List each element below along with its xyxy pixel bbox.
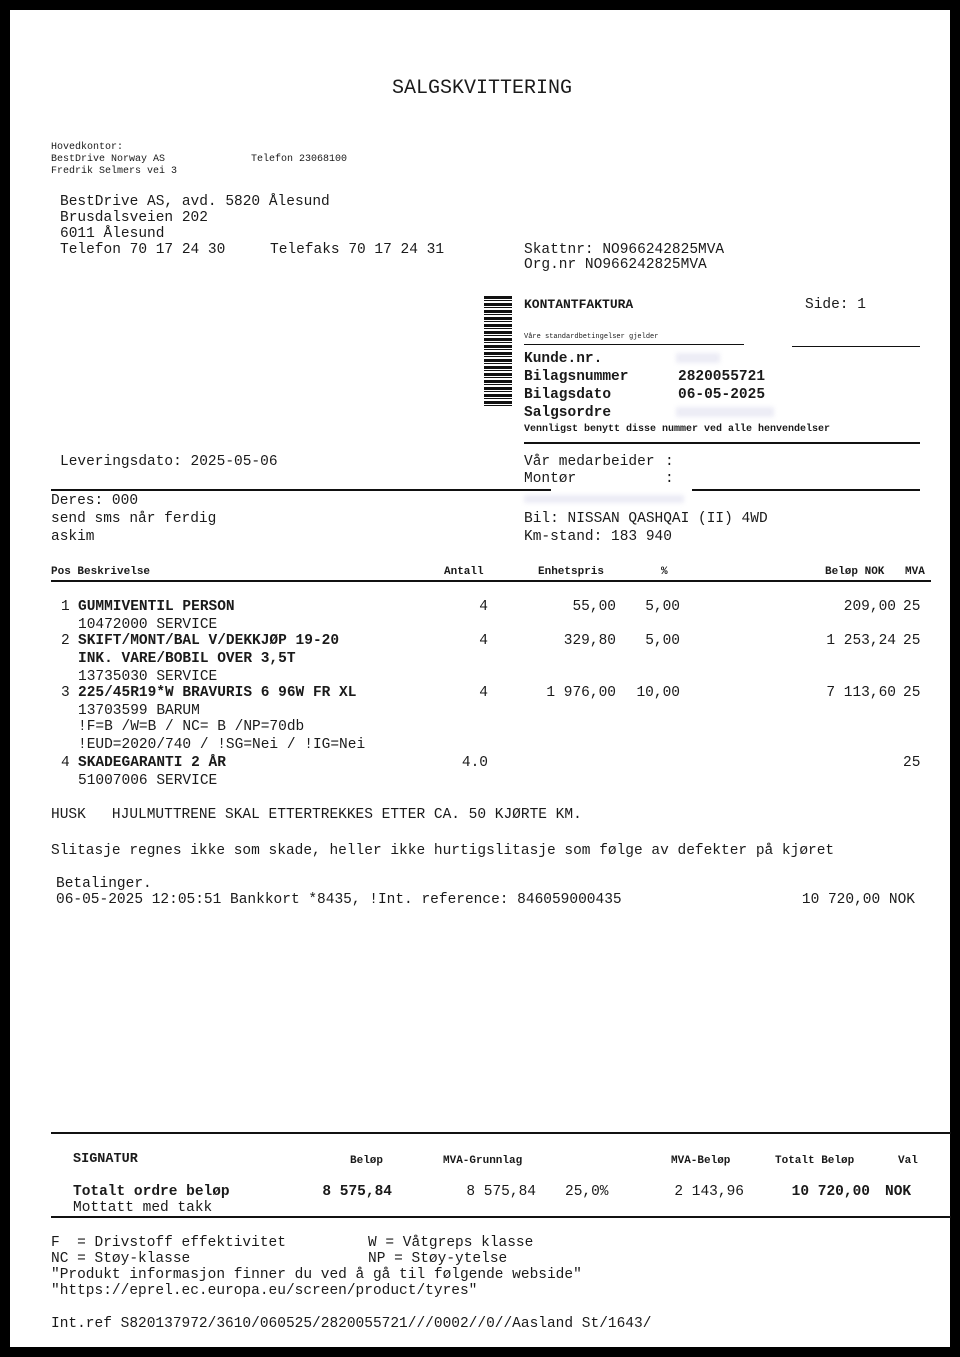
receipt-page [10, 10, 950, 1347]
tax-number: Skattnr: NO966242825MVA [524, 242, 725, 258]
voucher-no-label: Bilagsnummer [524, 369, 629, 385]
row2-desc-2: INK. VARE/BOBIL OVER 3,5T [78, 651, 296, 667]
customer-note-sms: send sms når ferdig [51, 511, 217, 527]
row1-pos: 1 [61, 599, 70, 615]
voucher-no: 2820055721 [678, 369, 766, 385]
col-pct: % [661, 566, 668, 578]
voucher-date: 06-05-2025 [678, 387, 766, 403]
summary-vat-base: 8 575,84 [466, 1184, 536, 1200]
payments-label: Betalinger. [56, 876, 152, 892]
row2-sub: 13735030 SERVICE [78, 669, 218, 685]
page-underline [792, 346, 920, 347]
row3-amount: 7 113,60 [826, 685, 896, 701]
legend-nc: NC = Støy-klasse [51, 1251, 191, 1267]
summary-col-total: Totalt Beløp [775, 1155, 855, 1167]
summary-col-amount: Beløp [350, 1155, 384, 1167]
barcode-image [484, 296, 512, 406]
fitter-line [692, 489, 920, 491]
customer-no-label: Kunde.nr. [524, 351, 603, 367]
reference-note: Vennligst benytt disse nummer ved alle henvendelser [524, 424, 831, 435]
staff-label: Vår medarbeider [524, 454, 655, 470]
row2-vat: 25 [903, 633, 921, 649]
row3-vat: 25 [903, 685, 921, 701]
row3-desc: 225/45R19*W BRAVURIS 6 96W FR XL [78, 685, 357, 701]
legend-np: NP = Støy-ytelse [368, 1251, 508, 1267]
row4-sub: 51007006 SERVICE [78, 773, 218, 789]
row3-sub-3: !EUD=2020/740 / !SG=Nei / !IG=Nei [78, 737, 366, 753]
customer-note-location: askim [51, 529, 95, 545]
row4-pos: 4 [61, 755, 70, 771]
branch-fax: Telefaks 70 17 24 31 [270, 242, 445, 258]
row3-sub-2: !F=B /W=B / NC= B /NP=70db [78, 719, 305, 735]
note-wear: Slitasje regnes ikke som skade, heller ikke hurtigslitasje som følge av defekter på kjøret [51, 843, 835, 859]
payment-amount: 10 720,00 NOK [801, 892, 915, 908]
row2-amount: 1 253,24 [826, 633, 896, 649]
sales-order-label: Salgsordre [524, 405, 612, 421]
summary-col-vat-base: MVA-Grunnlag [443, 1155, 523, 1167]
received-with-thanks: Mottatt med takk [73, 1200, 213, 1216]
terms-note: Våre standardbetingelser gjelder [524, 333, 659, 341]
col-pos-desc: Pos Beskrivelse [51, 566, 151, 578]
payment-line: 06-05-2025 12:05:51 Bankkort *8435, !Int. reference: 846059000435 [56, 892, 622, 908]
row4-vat: 25 [903, 755, 921, 771]
summary-col-vat-amount: MVA-Beløp [671, 1155, 731, 1167]
head-office-street: Fredrik Selmers vei 3 [51, 166, 178, 177]
col-amount: Beløp NOK [825, 566, 885, 578]
head-office-company: BestDrive Norway AS [51, 154, 166, 165]
row1-unit: 55,00 [572, 599, 616, 615]
vehicle-model: Bil: NISSAN QASHQAI (II) 4WD [524, 511, 768, 527]
row1-desc: GUMMIVENTIL PERSON [78, 599, 235, 615]
total-order-label: Totalt ordre beløp [73, 1184, 230, 1200]
row2-qty: 4 [479, 633, 488, 649]
signature-label: SIGNATUR [73, 1152, 138, 1167]
fitter-colon: : [665, 471, 674, 487]
vehicle-mileage: Km-stand: 183 940 [524, 529, 672, 545]
summary-col-currency: Val [898, 1155, 918, 1167]
col-qty: Antall [444, 566, 484, 578]
row3-qty: 4 [479, 685, 488, 701]
note-wheel-nuts: HUSK HJULMUTTRENE SKAL ETTERTREKKES ETTER CA. 50 KJØRTE KM. [51, 807, 582, 823]
invoice-type: KONTANTFAKTURA [524, 297, 634, 312]
voucher-date-label: Bilagsdato [524, 387, 612, 403]
summary-amount: 8 575,84 [322, 1184, 392, 1200]
row3-unit: 1 976,00 [546, 685, 616, 701]
summary-total: 10 720,00 [791, 1184, 870, 1200]
row2-pos: 2 [61, 633, 70, 649]
summary-vat-rate: 25,0% [565, 1184, 609, 1200]
row1-sub: 10472000 SERVICE [78, 617, 218, 633]
row3-sub-1: 13703599 BARUM [78, 703, 200, 719]
row1-amount: 209,00 [843, 599, 896, 615]
fitter-label: Montør [524, 471, 577, 487]
legend-url: "https://eprel.ec.europa.eu/screen/product/tyres" [51, 1283, 478, 1299]
header-divider [51, 489, 551, 491]
head-office-label: Hovedkontor: [51, 142, 124, 153]
org-number: Org.nr NO966242825MVA [524, 257, 707, 273]
summary-bottom-line [51, 1216, 951, 1218]
row1-qty: 4 [479, 599, 488, 615]
page-number: Side: 1 [805, 297, 866, 313]
document-title: SALGSKVITTERING [392, 77, 573, 100]
terms-underline [524, 344, 744, 345]
branch-phone: Telefon 70 17 24 30 [60, 242, 226, 258]
row2-desc: SKIFT/MONT/BAL V/DEKKJØP 19-20 [78, 633, 340, 649]
redacted-sales-order [676, 407, 774, 417]
row3-pos: 3 [61, 685, 70, 701]
col-vat: MVA [905, 566, 925, 578]
invoice-box-divider [524, 442, 920, 444]
row2-pct: 5,00 [645, 633, 680, 649]
summary-currency: NOK [885, 1184, 912, 1200]
head-office-phone: Telefon 23068100 [251, 154, 348, 165]
row3-pct: 10,00 [636, 685, 680, 701]
branch-street: Brusdalsveien 202 [60, 210, 208, 226]
row1-vat: 25 [903, 599, 921, 615]
legend-info: "Produkt informasjon finner du ved å gå til følgende webside" [51, 1267, 582, 1283]
redacted-registration [524, 495, 684, 503]
row4-desc: SKADEGARANTI 2 ÅR [78, 755, 226, 771]
branch-city: 6011 Ålesund [60, 226, 165, 242]
row4-qty: 4.0 [461, 755, 488, 771]
redacted-customer-no [676, 353, 720, 363]
table-header-line [51, 580, 931, 582]
branch-name: BestDrive AS, avd. 5820 Ålesund [60, 194, 330, 210]
legend-f: F = Drivstoff effektivitet [51, 1235, 286, 1251]
summary-vat-amount: 2 143,96 [674, 1184, 744, 1200]
col-unit-price: Enhetspris [538, 566, 605, 578]
row1-pct: 5,00 [645, 599, 680, 615]
summary-top-line [51, 1132, 951, 1134]
legend-w: W = Våtgreps klasse [368, 1235, 534, 1251]
customer-ref: Deres: 000 [51, 493, 139, 509]
delivery-date: Leveringsdato: 2025-05-06 [60, 454, 278, 470]
row2-unit: 329,80 [563, 633, 616, 649]
internal-reference: Int.ref S820137972/3610/060525/2820055721///0002//0//Aasland St/1643/ [51, 1316, 652, 1332]
staff-colon: : [665, 454, 674, 470]
